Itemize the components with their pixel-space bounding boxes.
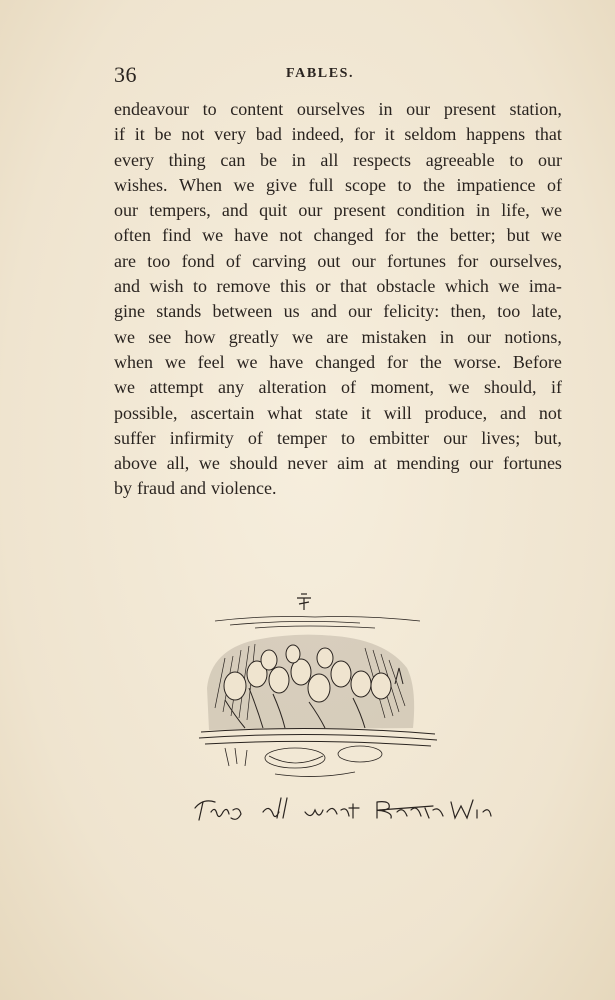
text-line: possible, ascertain what state it will produce, and not [114,402,562,423]
text-line: we see how greatly we are mistaken in our notions, [114,326,562,347]
text-line: wishes. When we give full scope to the impatience of [114,174,562,195]
handwritten-caption [193,790,493,830]
text-line: by fraud and violence. [114,478,277,499]
text-line: we attempt any alteration of moment, we should, if [114,377,562,398]
text-line: often find we have not changed for the better; but we [114,225,562,246]
text-line: when we feel we have changed for the worse. Before [114,351,562,372]
text-line: gine stands between us and our felicity: then, too late, [114,301,562,322]
text-line: our tempers, and quit our present condition in life, we [114,200,562,221]
text-line: are too fond of carving out our fortunes for ourselves, [114,250,562,271]
text-line: above all, we should never aim at mending our fortunes [114,453,562,474]
body-text [114,97,562,502]
page-number: 36 [114,62,137,87]
running-head: FABLES. [286,66,355,81]
text-line: if it be not very bad indeed, for it seldom happens that [114,124,562,145]
text-line: endeavour to content ourselves in our present station, [114,99,562,119]
engraving-illustration [185,588,445,788]
text-line: and wish to remove this or that obstacle which we ima- [114,276,562,297]
text-line: suffer infirmity of temper to embitter our lives; but, [114,427,562,448]
text-line: every thing can be in all respects agreeable to our [114,149,562,170]
